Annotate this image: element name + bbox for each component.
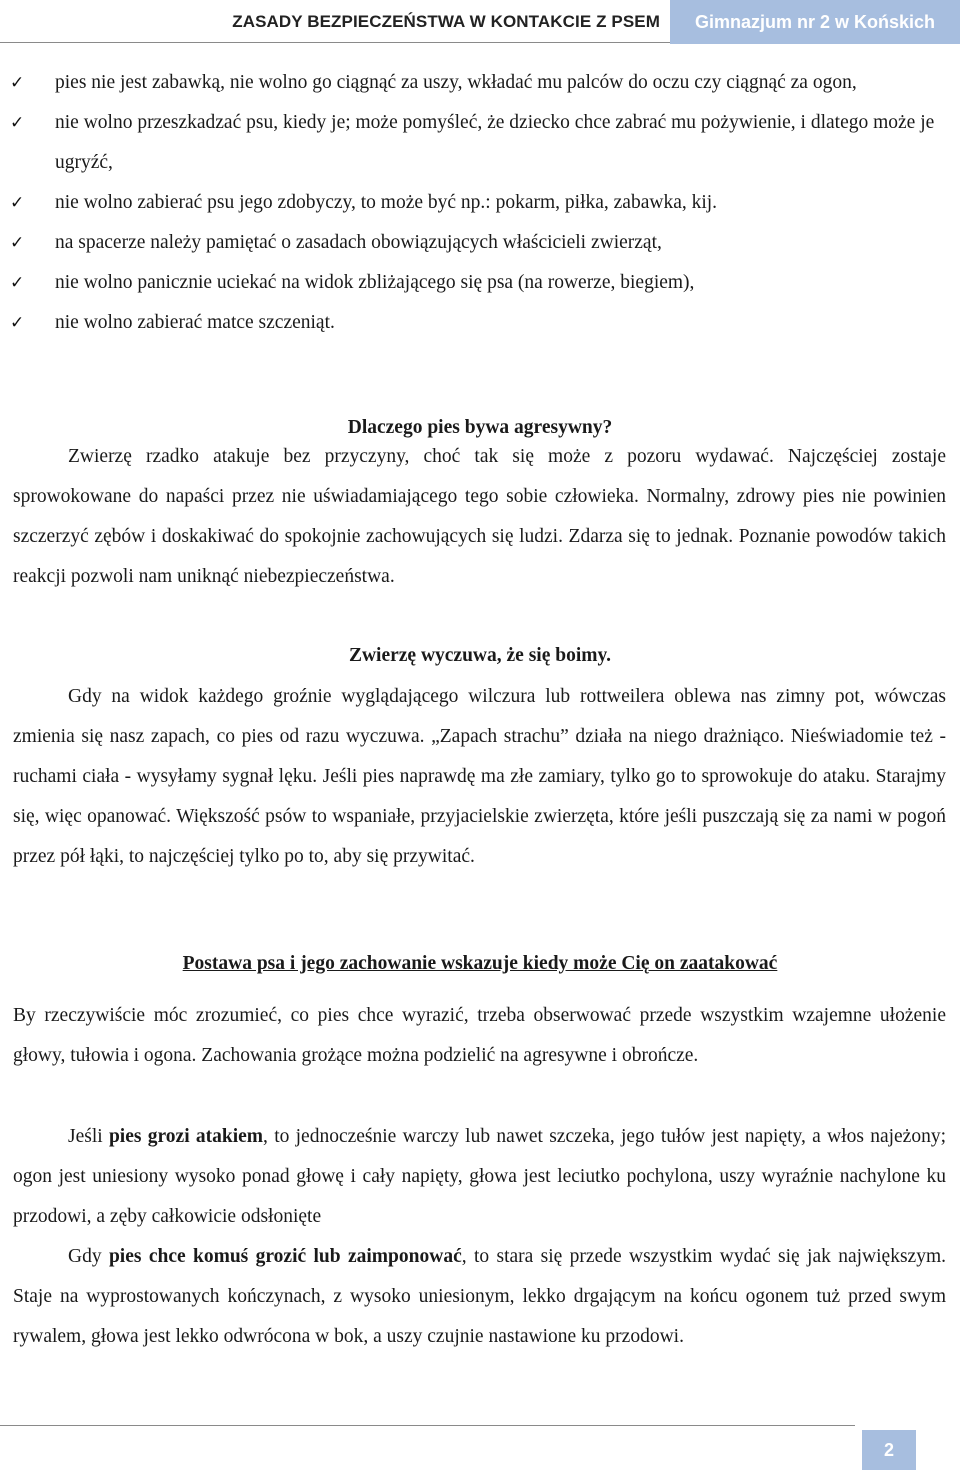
paragraph-aggression (13, 437, 946, 597)
list-item (10, 303, 950, 343)
list-item (10, 183, 950, 223)
list-item-text: nie wolno panicznie uciekać na widok zbliżającego się psa (na rowerze, biegiem), (55, 272, 695, 293)
section-heading-posture: Postawa psa i jego zachowanie wskazuje kiedy może Cię on zaatakować (182, 953, 778, 974)
list-item (10, 263, 950, 303)
paragraph-text: Gdy na widok każdego groźnie wyglądającego wilczura lub rottweilera oblewa nas zimny pot, wówczas zmienia się nasz zapach, co pies od razu wyczuwa. „Zapach strachu” działa na niego drażniąco. Nieświadomie też - ruchami ciała - wysyłamy sygnał lęku. Jeśli pies naprawdę ma złe zamiary, tylko go to sprowokuje do ataku. Starajmy się, więc opanować. Większość psów to wspaniałe, przyjacielskie zwierzęta, które jeśli puszczają się za nami w pogoń przez pół łąki, to najczęściej tylko po to, aby się przywitać. (13, 686, 946, 867)
checkmark-icon: ✓ (10, 113, 25, 133)
list-item-text: nie wolno przeszkadzać psu, kiedy je; może pomyśleć, że dziecko chce zabrać mu pożywienie, i dlatego może je ugryźć, (55, 112, 935, 173)
paragraph-attack-threat (13, 1117, 946, 1237)
list-item (10, 63, 950, 103)
emphasis-text: pies chce komuś grozić lub zaimponować (108, 1246, 462, 1267)
checkmark-icon: ✓ (10, 313, 25, 333)
list-item (10, 103, 950, 183)
header-title: ZASADY BEZPIECZEŃSTWA W KONTAKCIE Z PSEM (232, 12, 660, 31)
page-number-badge: 2 (862, 1430, 916, 1470)
emphasis-text: pies grozi atakiem (108, 1126, 264, 1147)
paragraph-impress (13, 1237, 946, 1357)
paragraph-text-rest: , to jednocześnie warczy lub nawet szczeka, jego tułów jest napięty, a włos najeżony; ogon jest uniesiony wysoko ponad głowę i cały napięty, głowa jest leciutko pochylona, uszy wyraźnie nachylone ku przodowi, a zęby całkowicie odsłonięte (13, 1126, 946, 1227)
list-item-text: nie wolno zabierać matce szczeniąt. (55, 312, 335, 333)
paragraph-posture-intro: By rzeczywiście móc zrozumieć, co pies chce wyrazić, trzeba obserwować przede wszystkim wzajemne ułożenie głowy, tułowia i ogona. Zachowania grożące można podzielić na agresywne i obrończe. (13, 1005, 946, 1066)
paragraph-text-rest: , to stara się przede wszystkim wydać się jak największym. Staje na wyprostowanych kończynach, z wysoko uniesionym, lekko drgającym na końcu ogonem tuż przed swym rywalem, głowa jest lekko odwrócona w bok, a uszy czujnie nastawione ku przodowi. (13, 1246, 946, 1347)
list-item-text: na spacerze należy pamiętać o zasadach obowiązujących właścicieli zwierząt, (55, 232, 662, 253)
paragraph-fear (13, 677, 946, 877)
rules-list (10, 63, 950, 343)
checkmark-icon: ✓ (10, 73, 25, 93)
header-school-badge: Gimnazjum nr 2 w Końskich (670, 0, 960, 44)
checkmark-icon: ✓ (10, 193, 25, 213)
paragraph-text-start: Gdy (68, 1246, 109, 1267)
header-divider (0, 42, 670, 43)
checkmark-icon: ✓ (10, 233, 25, 253)
section-heading-aggression: Dlaczego pies bywa agresywny? (347, 417, 613, 438)
list-item-text: pies nie jest zabawką, nie wolno go ciągnąć za uszy, wkładać mu palców do oczu czy ciągnąć za ogon, (55, 72, 857, 93)
paragraph-text-start: Jeśli (68, 1126, 109, 1147)
section-heading-fear: Zwierzę wyczuwa, że się boimy. (348, 645, 612, 666)
page-header (0, 0, 960, 44)
footer-divider (0, 1425, 855, 1426)
list-item-text: nie wolno zabierać psu jego zdobyczy, to może być np.: pokarm, piłka, zabawka, kij. (55, 192, 718, 213)
paragraph-text: Zwierzę rzadko atakuje bez przyczyny, choć tak się może z pozoru wydawać. Najczęściej zostaje sprowokowane do napaści przez nie uświadamiającego tego sobie człowieka. Normalny, zdrowy pies nie powinien szczerzyć zębów i doskakiwać do spokojnie zachowujących się ludzi. Zdarza się to jednak. Poznanie powodów takich reakcji pozwoli nam uniknąć niebezpieczeństwa. (13, 446, 946, 587)
checkmark-icon: ✓ (10, 273, 25, 293)
list-item (10, 223, 950, 263)
